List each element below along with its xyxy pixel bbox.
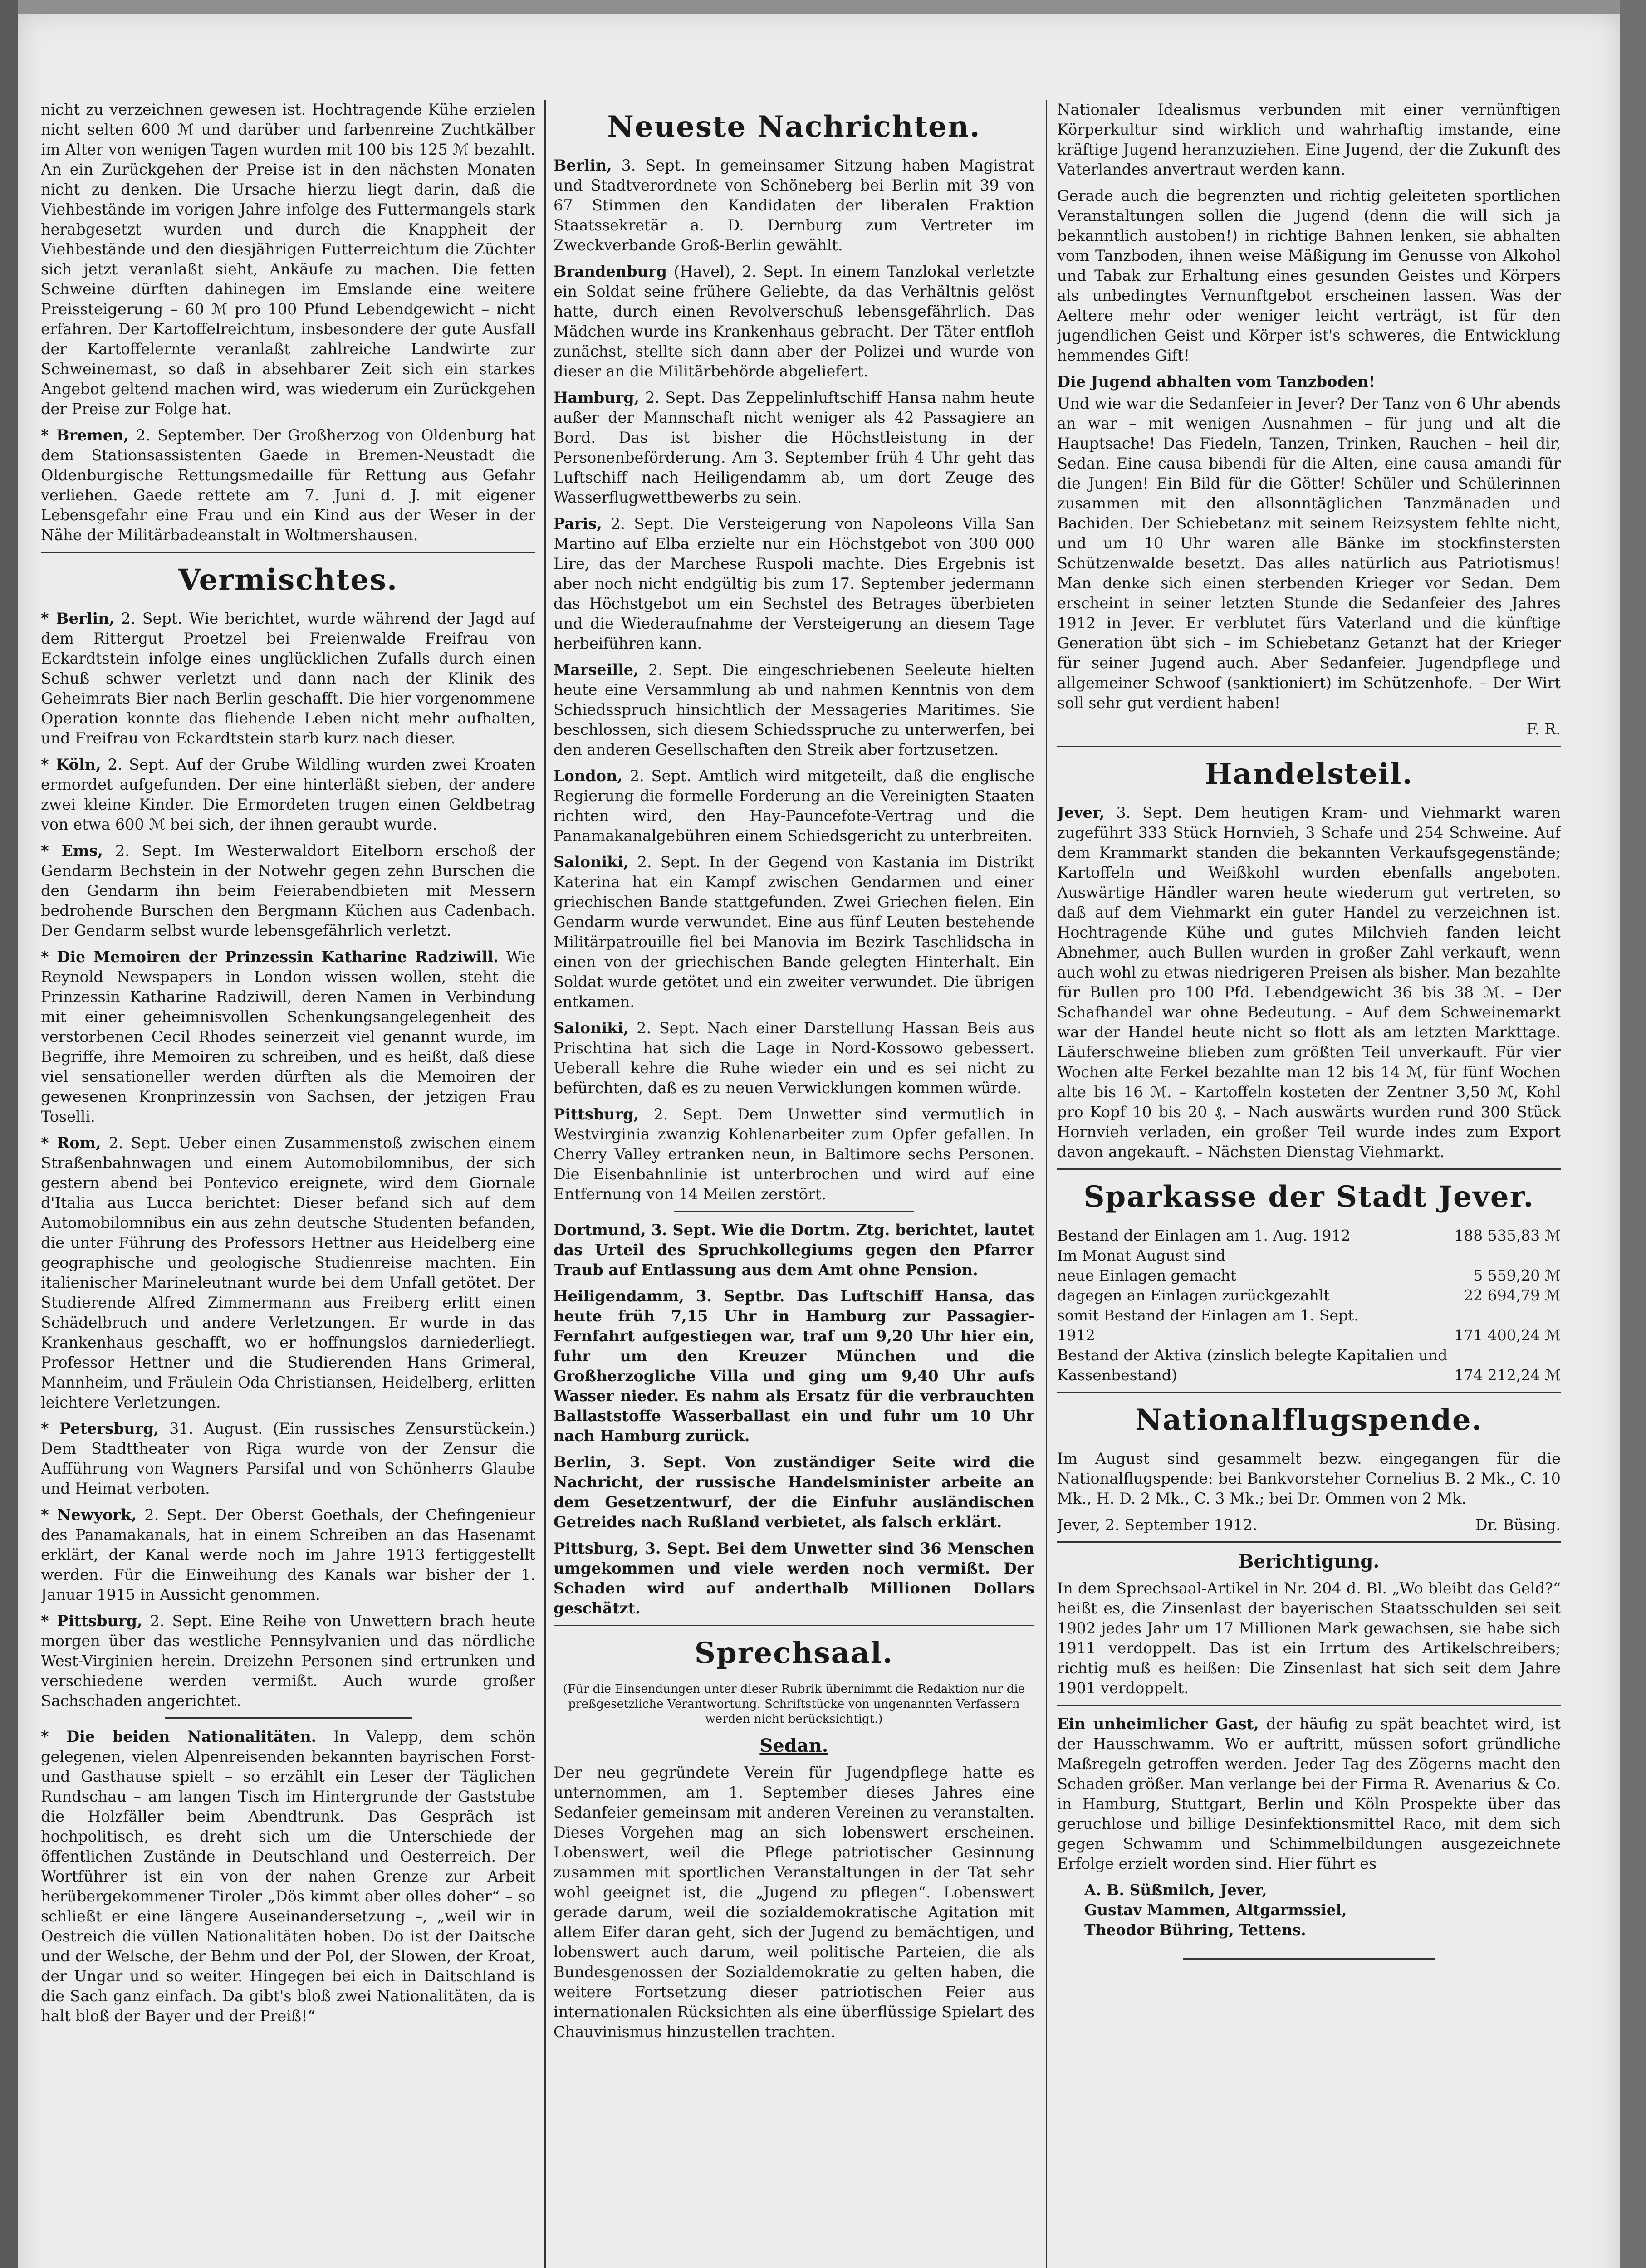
news-item: Pittsburg, 2. Sept. Dem Unwetter sind vermutlich in Westvirginia zwanzig Kohlenarbeiter zum Opfer gefallen. In Cherry Valley ertranken neun, in Baltimore sechs Personen. Die Eisenbahnlinie ist unterbrochen und wird auf eine Entfernung von 14 Meilen zerstört. (554, 1105, 1034, 1203)
letter-continued: Und wie war die Sedanfeier in Jever? Der Tanz von 6 Uhr abends an war – mit wenigen Ausnahmen – für jung und alt die Hauptsache! Das Fiedeln, Tanzen, Trinken, Rauchen – heil dir, Sedan. Eine causa bibendi für die Alten, eine causa amandi für die Jungen! Ein Bild für die Götter! Schüler und Schülerinnen zusammen mit den allsonntäglichen Tanzmänaden und Bachiden. Der Schiebetanz mit seinem Reizsystem fehlte nicht, und um 10 Uhr waren alle Bänke im stockfinstersten Schützenwalde besetzt. Das alles natürlich aus Patriotismus! Man denke sich einen sterbenden Krieger vor Sedan. Dem erscheint in seiner letzten Stunde die Sedanfeier des Jahres 1912 in Jever. Er verblutet fürs Vaterland und die künftige Generation übt sich – im Schiebetanz Getanzt hat der Krieger für seiner Jugend auch. Aber Sedanfeier. Jugendpflege und allgemeiner Schwoof (sanktioniert) im Schützenhofe. – Der Wirt soll sehr gut verdient haben! (1057, 395, 1561, 712)
column-rule-left (544, 100, 546, 2268)
table-row: Bestand der Einlagen am 1. Aug. 1912 188 535,83 ℳ (1057, 1227, 1561, 1244)
telegram-item: Dortmund, 3. Sept. Wie die Dortm. Ztg. berichtet, lautet das Urteil des Spruchkollegiums gegen den Pfarrer Traub auf Entlassung aus dem Amt ohne Pension. (554, 1221, 1034, 1279)
article-lead: * Bremen, (41, 426, 129, 444)
section-rule (1057, 1392, 1561, 1393)
column-3 (1057, 100, 1561, 2263)
telegram-item: Berlin, 3. Sept. Von zuständiger Seite wird die Nachricht, der russische Handelsminister arbeite an dem Gesetzentwurf, der die Einfuhr ausländischen Getreides nach Rußland verbietet, als falsch erklärt. (554, 1453, 1034, 1531)
news-item: * Petersburg, 31. August. (Ein russisches Zensurstückein.) Dem Stadttheater von Riga wurde von der Zensur die Aufführung von Wagners Parsifal und von Schönherrs Glaube und Heimat verboten. (41, 1420, 535, 1497)
section-rule (1057, 746, 1561, 747)
column-1 (41, 100, 535, 2263)
editorial-note: (Für die Einsendungen unter dieser Rubrik übernimmt die Redaktion nur die preßgesetzliche Verantwortung. Schriftstücke von ungenannten Verfassern werden nicht berücksichtigt.) (563, 1682, 1025, 1726)
news-item: * Die Memoiren der Prinzessin Katharine Radziwill. Wie Reynold Newspapers in London wissen wollen, steht die Prinzessin Katharine Radziwill, deren Namen in Verbindung mit einer geheimnisvollen Schenkungsangelegenheit des verstorbenen Cecil Rhodes seinerzeit viel genannt wurde, im Begriffe, ihre Memoiren zu schreiben, und es heißt, daß diese viel sensationeller werden dürften als die Memoiren der gewesenen Kronprinzessin von Sachsen, der jetzigen Frau Toselli. (41, 948, 535, 1125)
news-item: Berlin, 3. Sept. In gemeinsamer Sitzung haben Magistrat und Stadtverordnete von Schöneberg bei Berlin mit 39 von 67 Stimmen den Kandidaten der liberalen Fraktion Staatssekretär a. D. Dernburg zum Vertreter im Zweckverbande Groß-Berlin gewählt. (554, 156, 1034, 254)
section-heading-sparkasse: Sparkasse der Stadt Jever. (1083, 1180, 1534, 1214)
news-item: Saloniki, 2. Sept. In der Gegend von Kastania im Distrikt Katerina hat ein Kampf zwischen Gendarmen und einer griechischen Bande stattgefunden. Zwei Griechen fielen. Ein Gendarm wurde verwundet. Eine aus fünf Leuten bestehende Militärpatrouille fiel bei Manovia im Bezirk Taschlidscha in einen von der griechischen Bande gelegten Hinterhalt. Ein Soldat wurde getötet und ein zweiter verwundet. Die übrigen entkamen. (554, 853, 1034, 1011)
news-item: Hamburg, 2. Sept. Das Zeppelinluftschiff Hansa nahm heute außer der Mannschaft nicht weniger als 42 Passagiere an Bord. Das ist bisher die Höchstleistung in der Personenbeförderung. Am 3. September früh 4 Uhr geht das Luftschiff nach Heiligendamm ab, um dort Zeuge des Wasserflugwettbewerbs zu sein. (554, 389, 1034, 506)
letter-subtitle: Die Jugend abhalten vom Tanzboden! (1057, 373, 1376, 391)
column-rule-right (1046, 100, 1047, 2268)
ad-seller: A. B. Süßmilch, Jever, (1084, 1881, 1267, 1899)
savings-bank-table (1057, 1226, 1561, 1385)
news-item: Brandenburg (Havel), 2. Sept. In einem Tanzlokal verletzte ein Soldat seine frühere Geliebte, da das Verhältnis gelöst hatte, durch einen Revolverschuß lebensgefährlich. Das Mädchen wurde ins Krankenhaus gebracht. Der Täter entfloh zunächst, stellte sich dann aber der Polizei und wurde von dieser an die Militärbehörde abgeliefert. (554, 263, 1034, 380)
section-heading-sprechsaal: Sprechsaal. (694, 1636, 894, 1670)
section-rule (1057, 1168, 1561, 1170)
section-rule (41, 552, 535, 553)
section-heading-nationalflugspende: Nationalflugspende. (1135, 1403, 1483, 1437)
section-heading-neueste-nachrichten: Neueste Nachrichten. (607, 110, 981, 144)
news-item: * Ems, 2. Sept. Im Westerwaldort Eitelborn erschoß der Gendarm Bechstein in der Notwehr gegen zehn Burschen die den Gendarm ihn beim Feierabendbieten mit Messern bedrohende Burschen den Bergmann Küchen aus Cadenbach. Der Gendarm selbst wurde lebensgefährlich verletzt. (41, 842, 535, 939)
table-row: Bestand der Aktiva (zinslich belegte Kapitalien und Kassenbestand) 174 212,24 ℳ (1057, 1346, 1561, 1384)
scan-left-edge (0, 0, 18, 2268)
item-divider (1183, 1958, 1435, 1960)
telegram-item: Pittsburg, 3. Sept. Bei dem Unwetter sind 36 Menschen umgekommen und viele werden noch vermißt. Der Schaden wird auf anderthalb Millionen Dollars geschätzt. (554, 1540, 1034, 1617)
correction-title: Berichtigung. (1238, 1551, 1380, 1572)
news-item: London, 2. Sept. Amtlich wird mitgeteilt, daß die englische Regierung die formelle Forderung an die Vereinigten Staaten richten wird, den Hay-Pauncefote-Vertrag und die Panamakanalgebühren einem Schiedsgericht zu unterbreiten. (554, 767, 1034, 845)
news-item: * Pittsburg, 2. Sept. Eine Reihe von Unwettern brach heute morgen über das westliche Pennsylvanien und das nördliche West-Virginien herein. Dreizehn Personen sind ertrunken und verschiedene werden vermißt. Auch wurde großer Sachschaden angerichtet. (41, 1612, 535, 1710)
item-divider (165, 1717, 412, 1719)
market-report: Jever, 3. Sept. Dem heutigen Kram- und Viehmarkt waren zugeführt 333 Stück Hornvieh, 3 Schafe und 254 Schweine. Auf dem Krammarkt standen die bekannten Verkaufsgegenstände; Kartoffeln und Weißkohl wurden ebenfalls angeboten. Auswärtige Händler waren heute wiederum gut vertreten, so daß auf dem Viehmarkt ein guter Handel zu verzeichnen ist. Hochtragende Kühe und gutes Milchvieh fanden leicht Abnehmer, auch Bullen wurden in großer Zahl verkauft, wenn auch wohl zu etwas niedrigeren Preisen als bisher. Man bezahlte für Bullen pro 100 Pfd. Lebendgewicht 36 bis 38 ℳ. – Der Schafhandel war ohne Bedeutung. – Auf dem Schweinemarkt war der Handel heute nicht so flott als am letzten Markttage. Läuferschweine blieben zum größten Teil unverkauft. Für vier Wochen alte Ferkel bezahlte man 12 bis 14 ℳ, für fünf Wochen alte bis 16 ℳ. – Kartoffeln kosteten der Zentner 3,50 ℳ, Kohl pro Kopf 10 bis 20 ₰. – Nach auswärts wurden rund 300 Stück Hornvieh verladen, ein großer Teil wurde indes zum Export davon angekauft. – Nächsten Dienstag Viehmarkt. (1057, 804, 1561, 1161)
news-item: Saloniki, 2. Sept. Nach einer Darstellung Hassan Beis aus Prischtina hat sich die Lage in Nord-Kossowo gebessert. Ueberall kehre die Ruhe wieder ein und es sei nicht zu befürchten, daß es zu neuen Verwicklungen kommen würde. (554, 1019, 1034, 1097)
section-rule (1057, 1541, 1561, 1543)
letter-body: Der neu gegründete Verein für Jugendpflege hatte es unternommen, am 1. September dieses Jahres eine Sedanfeier gemeinsam mit anderen Vereinen zu veranstalten. Dieses Vorgehen mag an sich lobenswert erscheinen. Lobenswert, weil die Pflege patriotischer Gesinnung zusammen mit sportlichen Veranstaltungen in der Tat sehr wohl geeignet ist, die „Jugend zu pflegen“. Lobenswert gerade darum, weil die sozialdemokratische Agitation mit allem Eifer daran geht, sich der Jugend zu bemächtigen, und lobenswert auch darum, weil politische Parteien, die als Bundesgenossen der Sozialdemokratie zu gelten haben, die weitere Fortsetzung dieser patriotischen Feier aus internationalen Rücksichten als eine überflüssige Spielart des Chauvinismus hinzustellen trachten. (554, 1764, 1034, 2041)
news-item: Marseille, 2. Sept. Die eingeschriebenen Seeleute hielten heute eine Versammlung ab und nahmen Kenntnis von dem Schiedsspruch hinsichtlich der Messageries Maritimes. Sie beschlossen, sich diesem Schiedsspruche zu unterwerfen, bei den anderen Gesellschaften den Streik aber fortzusetzen. (554, 661, 1034, 758)
ad-seller: Theodor Bühring, Tettens. (1084, 1921, 1306, 1939)
cattle-prices-article: nicht zu verzeichnen gewesen ist. Hochtragende Kühe erzielen nicht selten 600 ℳ und darüber und farbenreine Zuchtkälber im Alter von wenigen Tagen wurden mit 100 bis 125 ℳ bezahlt. An ein Zurückgehen der Preise ist in den nächsten Monaten nicht zu denken. Die Ursache hierzu liegt darin, daß die Viehbestände im vorigen Jahre infolge des Futtermangels stark herabgesetzt wurden und durch die Knappheit der Viehbestände und den diesjährigen Futterreichtum die Züchter sich jetzt veranlaßt sieht, Ankäufe zu machen. Die fetten Schweine dürften dahinegen im Emslande eine weitere Preissteigerung – 60 ℳ pro 100 Pfund Lebendgewicht – nicht erfahren. Der Kartoffelreichtum, insbesondere der gute Ausfall der Kartoffelernte veranlaßt zahlreiche Landwirte zur Schweinemast, so daß in absehbarer Zeit sich ein starkes Angebot geltend machen wird, was wiederum ein Zurückgehen der Preise zur Folge hat. (41, 101, 535, 418)
news-item: * Rom, 2. Sept. Ueber einen Zusammenstoß zwischen einem Straßenbahnwagen und einem Automobilomnibus, der sich gestern abend bei Pontevico ereignete, wird dem Giornale d'Italia aus Lucca berichtet: Dieser befand sich auf dem Automobilomnibus ein aus zehn deutsche Studenten befanden, die unter Führung des Professors Hettner aus Heidelberg eine geographische und geologische Studienreise machten. Ein italienischer Marineleutnant wurde bei dem Unfall getötet. Der Studierende Alfred Zimmermann aus Freiberg erlitt einen Schädelbruch und andere Verletzungen. Er wurde in das Krankenhaus geschafft, wo er hoffnungslos darniederliegt. Professor Hettner und die Studierenden Hans Grimeral, Mannheim, und Fräulein Oda Christiansen, Heidelberg, erlitten leichtere Verletzungen. (41, 1134, 535, 1411)
section-rule (1057, 1705, 1561, 1706)
correction-body: In dem Sprechsaal-Artikel in Nr. 204 d. Bl. „Wo bleibt das Geld?“ heißt es, die Zinsenlast der bayerischen Staatsschulden sei seit 1902 jedes Jahr um 17 Millionen Mark gewachsen, sie habe sich 1911 verdoppelt. Das ist ein Irrtum des Artikelschreibers; richtig muß es heißen: Die Zinsenlast hat sich seit dem Jahre 1901 verdoppelt. (1057, 1579, 1561, 1697)
news-item: * Berlin, 2. Sept. Wie berichtet, wurde während der Jagd auf dem Rittergut Proetzel bei Freienwalde Freifrau von Eckardtstein infolge eines unglücklichen Zufalls durch einen Schuß schwer verletzt und dann nach der Klinik des Geheimrats Bier nach Berlin geschafft. Die hier vorgenommene Operation konnte das fliehende Leben nicht mehr aufhalten, und Freifrau von Eckardtstein starb kurz nach dieser. (41, 610, 535, 747)
item-divider (674, 1211, 914, 1212)
donation-notice: Im August sind gesammelt bezw. eingegangen für die Nationalflugspende: bei Bankvorsteher Cornelius B. 2 Mk., C. 10 Mk., H. D. 2 Mk., C. 3 Mk.; bei Dr. Ommen von 2 Mk. (1057, 1450, 1561, 1507)
news-item: * Newyork, 2. Sept. Der Oberst Goethals, der Chefingenieur des Panamakanals, hat in einem Schreiben an das Hasenamt erklärt, der Kanal werde noch im Jahre 1913 fertiggestellt werden. Für die Einweihung des Kanals war bisher der 1. Januar 1915 in Aussicht genommen. (41, 1506, 535, 1603)
bremen-article: * Bremen, 2. September. Der Großherzog von Oldenburg hat dem Stationsassistenten Gaede in Bremen-Neustadt die Oldenburgische Rettungsmedaille für Rettung aus Gefahr verliehen. Gaede rettete am 7. Juni d. J. mit eigener Lebensgefahr eine Frau und ein Kind aus der Weser in der Nähe der Militärbadeanstalt in Woltmershausen. (41, 426, 535, 544)
ad-seller: Gustav Mammen, Altgarmssiel, (1084, 1901, 1347, 1919)
newspaper-page (18, 14, 1620, 2268)
news-item: Paris, 2. Sept. Die Versteigerung von Napoleons Villa San Martino auf Elba erzielte nur ein Höchstgebot von 300 000 Lire, das der Marchese Ruspoli machte. Dies Ergebnis ist aber noch nicht endgültig bis zum 17. September jedermann das Höchstgebot um ein Sechstel des Betrages überbieten und die Wiederaufnahme der Versteigerung an diesem Tage herbeiführen kann. (554, 515, 1034, 652)
column-2 (554, 100, 1034, 2263)
news-item: * Die beiden Nationalitäten. In Valepp, dem schön gelegenen, vielen Alpenreisenden bekannten bayrischen Forst- und Gasthause spielt – so erzählt ein Leser der Täglichen Rundschau – am langen Tisch im Hintergrunde der Gaststube die Holzfäller beim Abendtrunk. Das Gespräch ist hochpolitisch, es dreht sich um die Unterschiede der öffentlichen Zustände in Deutschland und Oesterreich. Der Wortführer ist ein von der nahen Grenze zur Arbeit herübergekommener Tiroler „Dös kimmt aber olles doher“ – so schließt er eine längere Auseinandersetzung –, „weil wir in Oestreich die vüllen Nationalitäten hoben. Do ist der Daitsche und der Welsche, der Behm und der Pol, der Slowen, der Kroat, der Ungar und so weiter. Hingegen bei eich in Daitschland is die Sach ganz einfach. Da gibt's bloß zwei Nationalitäten, da is halt bloß der Bayer und der Preiß!“ (41, 1728, 535, 2025)
telegram-item: Heiligendamm, 3. Septbr. Das Luftschiff Hansa, das heute früh 7,15 Uhr in Hamburg zur Passagier-Fernfahrt aufgestiegen war, traf um 9,20 Uhr hier ein, fuhr um den Kreuzer München und die Großherzogliche Villa und ging um 9,40 Uhr aufs Wasser nieder. Es nahm als Ersatz für die verbrauchten Ballaststoffe Wasserballast ein und fuhr um 10 Uhr nach Hamburg zurück. (554, 1287, 1034, 1445)
letter-continued: Nationaler Idealismus verbunden mit einer vernünftigen Körperkultur sind wirklich und wahrhaftig imstande, eine kräftige Jugend heranzuziehen. Eine Jugend, der die Zukunft des Vaterlandes anvertraut werden kann. (1057, 101, 1561, 178)
section-heading-vermischtes: Vermischtes. (178, 563, 398, 597)
advertisement: Ein unheimlicher Gast, der häufig zu spät beachtet wird, ist der Hausschwamm. Wo er auftritt, müssen sofort gründliche Maßregeln getroffen werden. Jeder Tag des Zögerns macht den Schaden größer. Man verlange bei der Firma R. Avenarius & Co. in Hamburg, Stuttgart, Berlin und Köln Prospekte über das geruchlose und billige Desinfektionsmittel Raco, mit dem sich gegen Schwamm und Schimmelbildungen ausgezeichnete Erfolge erzielt worden sind. Hier führt es (1057, 1715, 1561, 1872)
letter-continued: Gerade auch die begrenzten und richtig geleiteten sportlichen Veranstaltungen sollen die Jugend (denn die will sich ja bekanntlich austoben!) in richtige Bahnen lenken, sie abhalten vom Tanzboden, ihnen weise Mäßigung im Genusse von Alkohol und Tabak zur Erhaltung eines gesunden Geistes und Körpers als unbedingtes Vernunftgebot erscheinen lassen. Was der Aeltere mehr oder weniger leicht verträgt, ist für den jugendlichen Geist und Körper ist's schweres, die Entwicklung hemmendes Gift! (1057, 187, 1561, 364)
section-rule (554, 1625, 1034, 1626)
letter-signature: F. R. (1526, 720, 1561, 738)
news-item: * Köln, 2. Sept. Auf der Grube Wildling wurden zwei Kroaten ermordet aufgefunden. Der eine hinterläßt sieben, der andere zwei kleine Kinder. Die Ermordeten trugen einen Geldbetrag von etwa 600 ℳ bei sich, der ihnen geraubt wurde. (41, 756, 535, 833)
section-heading-handelsteil: Handelsteil. (1205, 757, 1413, 791)
table-row: somit Bestand der Einlagen am 1. Sept. (1057, 1306, 1359, 1324)
table-row: dagegen an Einlagen zurückgezahlt 22 694,79 ℳ (1057, 1286, 1561, 1304)
table-row: neue Einlagen gemacht 5 559,20 ℳ (1057, 1266, 1561, 1284)
donation-signoff: Jever, 2. September 1912. Dr. Büsing. (1057, 1516, 1561, 1534)
scan-right-edge (1620, 0, 1646, 2268)
table-row: 1912 171 400,24 ℳ (1057, 1326, 1561, 1344)
table-row: Im Monat August sind (1057, 1246, 1226, 1264)
letter-title: Sedan. (759, 1735, 828, 1756)
